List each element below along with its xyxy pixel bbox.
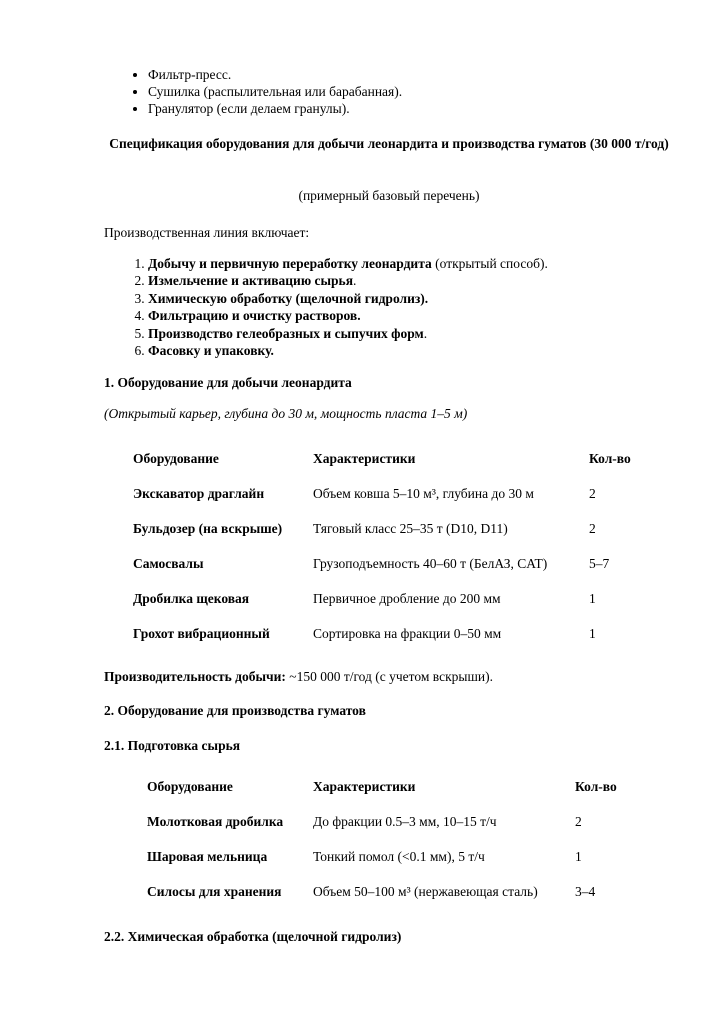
production-steps-list <box>104 255 548 359</box>
step-bold-text: Измельчение и активацию сырья <box>148 273 353 289</box>
equipment-cell: Молотковая дробилка <box>147 814 284 829</box>
header-cell: Кол-во <box>589 451 631 466</box>
table-header-row <box>147 769 617 804</box>
list-item <box>148 325 548 342</box>
equipment-cell: Грохот вибрационный <box>133 626 270 641</box>
quantity-cell: 1 <box>589 591 596 606</box>
raw-material-equipment-table <box>147 769 617 909</box>
header-cell: Оборудование <box>147 779 233 794</box>
header-cell: Оборудование <box>133 451 219 466</box>
equipment-bullet-list <box>104 66 402 117</box>
table-header-row <box>133 441 631 476</box>
step-bold-text: Добычу и первичную переработку леонардита <box>148 256 432 271</box>
quantity-cell: 3–4 <box>575 884 596 899</box>
list-item <box>148 255 548 272</box>
quantity-cell: 2 <box>589 521 596 536</box>
header-cell: Характеристики <box>313 779 416 794</box>
step-bold-text: Фильтрацию и очистку растворов. <box>148 308 361 324</box>
table-row <box>133 476 631 511</box>
table-row <box>147 804 617 839</box>
table-row <box>133 546 631 581</box>
list-item <box>148 290 548 307</box>
step-bold-text: Фасовку и упаковку. <box>148 343 274 359</box>
section-1-note: (Открытый карьер, глубина до 30 м, мощность пласта 1–5 м) <box>104 406 468 421</box>
mining-productivity <box>104 668 493 685</box>
equipment-cell: Экскаватор драглайн <box>133 486 265 501</box>
table-row <box>147 874 617 909</box>
specs-cell: Грузоподъемность 40–60 т (БелАЗ, CAT) <box>313 556 548 571</box>
list-item <box>148 272 548 289</box>
specs-cell: Сортировка на фракции 0–50 мм <box>313 626 502 641</box>
specs-cell: До фракции 0.5–3 мм, 10–15 т/ч <box>313 814 497 829</box>
list-item: • Сушилка (распылительная или барабанная). <box>148 83 402 100</box>
section-1-heading: 1. Оборудование для добычи леонардита <box>104 375 352 390</box>
section-2-2-heading: 2.2. Химическая обработка (щелочной гидролиз) <box>104 929 402 944</box>
equipment-cell: Бульдозер (на вскрыше) <box>133 521 283 536</box>
productivity-label: Производительность добычи: <box>104 669 286 684</box>
specs-cell: Объем ковша 5–10 м³, глубина до 30 м <box>313 486 534 501</box>
specs-cell: Тяговый класс 25–35 т (D10, D11) <box>313 521 508 536</box>
list-item <box>148 342 548 359</box>
mining-equipment-table <box>133 441 631 651</box>
intro-text: Производственная линия включает: <box>104 225 310 240</box>
table-row <box>133 511 631 546</box>
header-cell: Характеристики <box>313 451 416 466</box>
header-cell: Кол-во <box>575 779 617 794</box>
quantity-cell: 5–7 <box>589 556 610 571</box>
document-title: Спецификация оборудования для добычи леонардита и производства гуматов (30 000 т/год) <box>109 136 669 151</box>
list-item <box>148 307 548 324</box>
specs-cell: Первичное дробление до 200 мм <box>313 591 501 606</box>
equipment-cell: Самосвалы <box>133 556 204 571</box>
equipment-cell: Силосы для хранения <box>147 884 282 899</box>
document-subtitle: (примерный базовый перечень) <box>298 188 480 203</box>
productivity-value: ~150 000 т/год (с учетом вскрыши). <box>285 669 493 684</box>
step-bold-text: Производство гелеобразных и сыпучих форм <box>148 325 424 341</box>
step-rest-text: (открытый способ). <box>431 256 548 271</box>
section-2-1-heading: 2.1. Подготовка сырья <box>104 738 241 753</box>
quantity-cell: 1 <box>575 849 582 864</box>
section-2-heading: 2. Оборудование для производства гуматов <box>104 703 366 718</box>
step-rest-text: . <box>423 325 428 341</box>
specs-cell: Тонкий помол (<0.1 мм), 5 т/ч <box>313 849 485 864</box>
step-rest-text: . <box>353 273 357 289</box>
table-row <box>133 581 631 616</box>
quantity-cell: 1 <box>589 626 596 641</box>
quantity-cell: 2 <box>589 486 596 501</box>
list-item: • Гранулятор (если делаем гранулы). <box>148 100 402 117</box>
table-row <box>147 839 617 874</box>
equipment-cell: Дробилка щековая <box>133 591 250 606</box>
specs-cell: Объем 50–100 м³ (нержавеющая сталь) <box>313 884 538 899</box>
table-row <box>133 616 631 651</box>
quantity-cell: 2 <box>575 814 582 829</box>
step-bold-text: Химическую обработку (щелочной гидролиз). <box>148 290 429 306</box>
equipment-cell: Шаровая мельница <box>147 849 268 864</box>
list-item: • Фильтр-пресс. <box>148 66 402 83</box>
